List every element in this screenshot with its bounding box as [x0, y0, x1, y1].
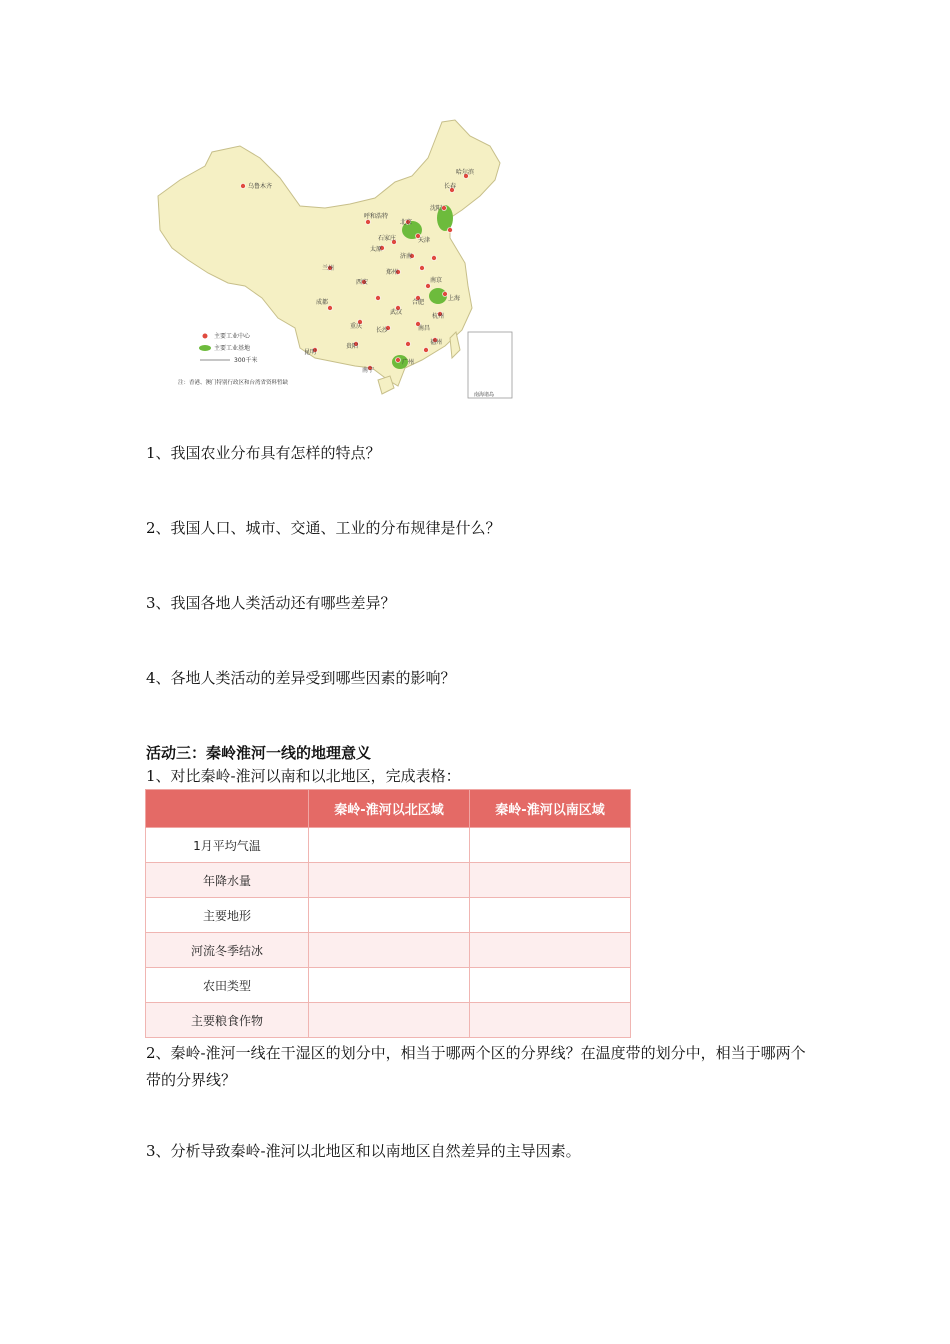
- city-label: 福州: [430, 339, 443, 346]
- question-1: 1、我国农业分布具有怎样的特点？: [146, 444, 381, 462]
- city-label: 成都: [316, 299, 329, 306]
- city-label: 长春: [444, 183, 457, 190]
- question-4: 4、各地人类活动的差异受到哪些因素的影响？: [146, 669, 456, 687]
- city-label: 杭州: [432, 313, 445, 320]
- answer-cell[interactable]: [309, 1003, 470, 1038]
- svg-text:南海诸岛: 南海诸岛: [474, 392, 495, 398]
- svg-text:300千米: 300千米: [234, 357, 258, 364]
- city-label: 乌鲁木齐: [248, 183, 273, 190]
- svg-text:注：香港、澳门特别行政区和台湾省资料暂缺: 注：香港、澳门特别行政区和台湾省资料暂缺: [178, 380, 289, 386]
- row-label: 主要粮食作物: [146, 1003, 309, 1038]
- city-label: 合肥: [412, 299, 425, 306]
- activity-3-question-3: 3、分析导致秦岭-淮河以北地区和以南地区自然差异的主导因素。: [146, 1142, 581, 1160]
- answer-cell[interactable]: [309, 968, 470, 1003]
- south-china-sea-inset: [468, 332, 512, 398]
- answer-cell[interactable]: [470, 1003, 631, 1038]
- comparison-table: [145, 789, 631, 1038]
- question-3: 3、我国各地人类活动还有哪些差异？: [146, 594, 396, 612]
- table-row: [146, 828, 631, 863]
- answer-cell[interactable]: [309, 828, 470, 863]
- row-label: 主要地形: [146, 898, 309, 933]
- table-row: [146, 968, 631, 1003]
- city-label: 武汉: [390, 309, 403, 316]
- city-label: 石家庄: [378, 235, 397, 242]
- answer-cell[interactable]: [470, 898, 631, 933]
- city-label: 长沙: [376, 327, 389, 334]
- activity-3-question-2: 2、秦岭-淮河一线在干湿区的划分中，相当于哪两个区的分界线？在温度带的划分中，相当于哪两个带的分界线？: [146, 1044, 806, 1089]
- city-label: 西安: [356, 279, 369, 286]
- answer-cell[interactable]: [470, 828, 631, 863]
- table-header: 秦岭-淮河以南区域: [470, 790, 631, 828]
- city-label: 南京: [430, 277, 443, 284]
- city-label: 兰州: [322, 265, 335, 272]
- city-label: 太原: [370, 246, 383, 253]
- city-label: 昆明: [304, 349, 317, 356]
- map-legend: [178, 332, 289, 386]
- city-label: 重庆: [350, 323, 363, 330]
- activity-3-question-1: 1、对比秦岭-淮河以南和以北地区，完成表格：: [146, 767, 461, 785]
- city-label: 沈阳: [430, 205, 443, 212]
- taiwan-island: [450, 332, 460, 358]
- answer-cell[interactable]: [470, 863, 631, 898]
- city-label: 呼和浩特: [364, 213, 389, 220]
- question-2: 2、我国人口、城市、交通、工业的分布规律是什么？: [146, 519, 501, 537]
- svg-text:主要工业基地: 主要工业基地: [214, 345, 251, 352]
- city-label: 郑州: [386, 269, 399, 276]
- city-label: 北京: [400, 219, 413, 226]
- city-label: 南昌: [418, 325, 431, 332]
- city-label: 哈尔滨: [456, 169, 475, 176]
- china-industry-map: [150, 118, 520, 406]
- city-label: 南宁: [362, 367, 375, 374]
- row-label: 农田类型: [146, 968, 309, 1003]
- table-header: 秦岭-淮河以北区域: [309, 790, 470, 828]
- answer-cell[interactable]: [309, 863, 470, 898]
- table-row: [146, 863, 631, 898]
- table-header: [146, 790, 309, 828]
- answer-cell[interactable]: [470, 968, 631, 1003]
- row-label: 1月平均气温: [146, 828, 309, 863]
- activity-3-title: 活动三：秦岭淮河一线的地理意义: [146, 744, 372, 762]
- city-label: 上海: [448, 295, 461, 302]
- city-label: 济南: [400, 253, 413, 260]
- table-row: [146, 1003, 631, 1038]
- city-label: 广州: [402, 359, 415, 366]
- svg-text:主要工业中心: 主要工业中心: [214, 333, 251, 340]
- answer-cell[interactable]: [309, 898, 470, 933]
- city-label: 天津: [418, 237, 431, 244]
- table-header-row: [146, 790, 631, 828]
- answer-cell[interactable]: [470, 933, 631, 968]
- city-label: 贵阳: [346, 343, 359, 350]
- row-label: 年降水量: [146, 863, 309, 898]
- table-row: [146, 898, 631, 933]
- row-label: 河流冬季结冰: [146, 933, 309, 968]
- table-row: [146, 933, 631, 968]
- answer-cell[interactable]: [309, 933, 470, 968]
